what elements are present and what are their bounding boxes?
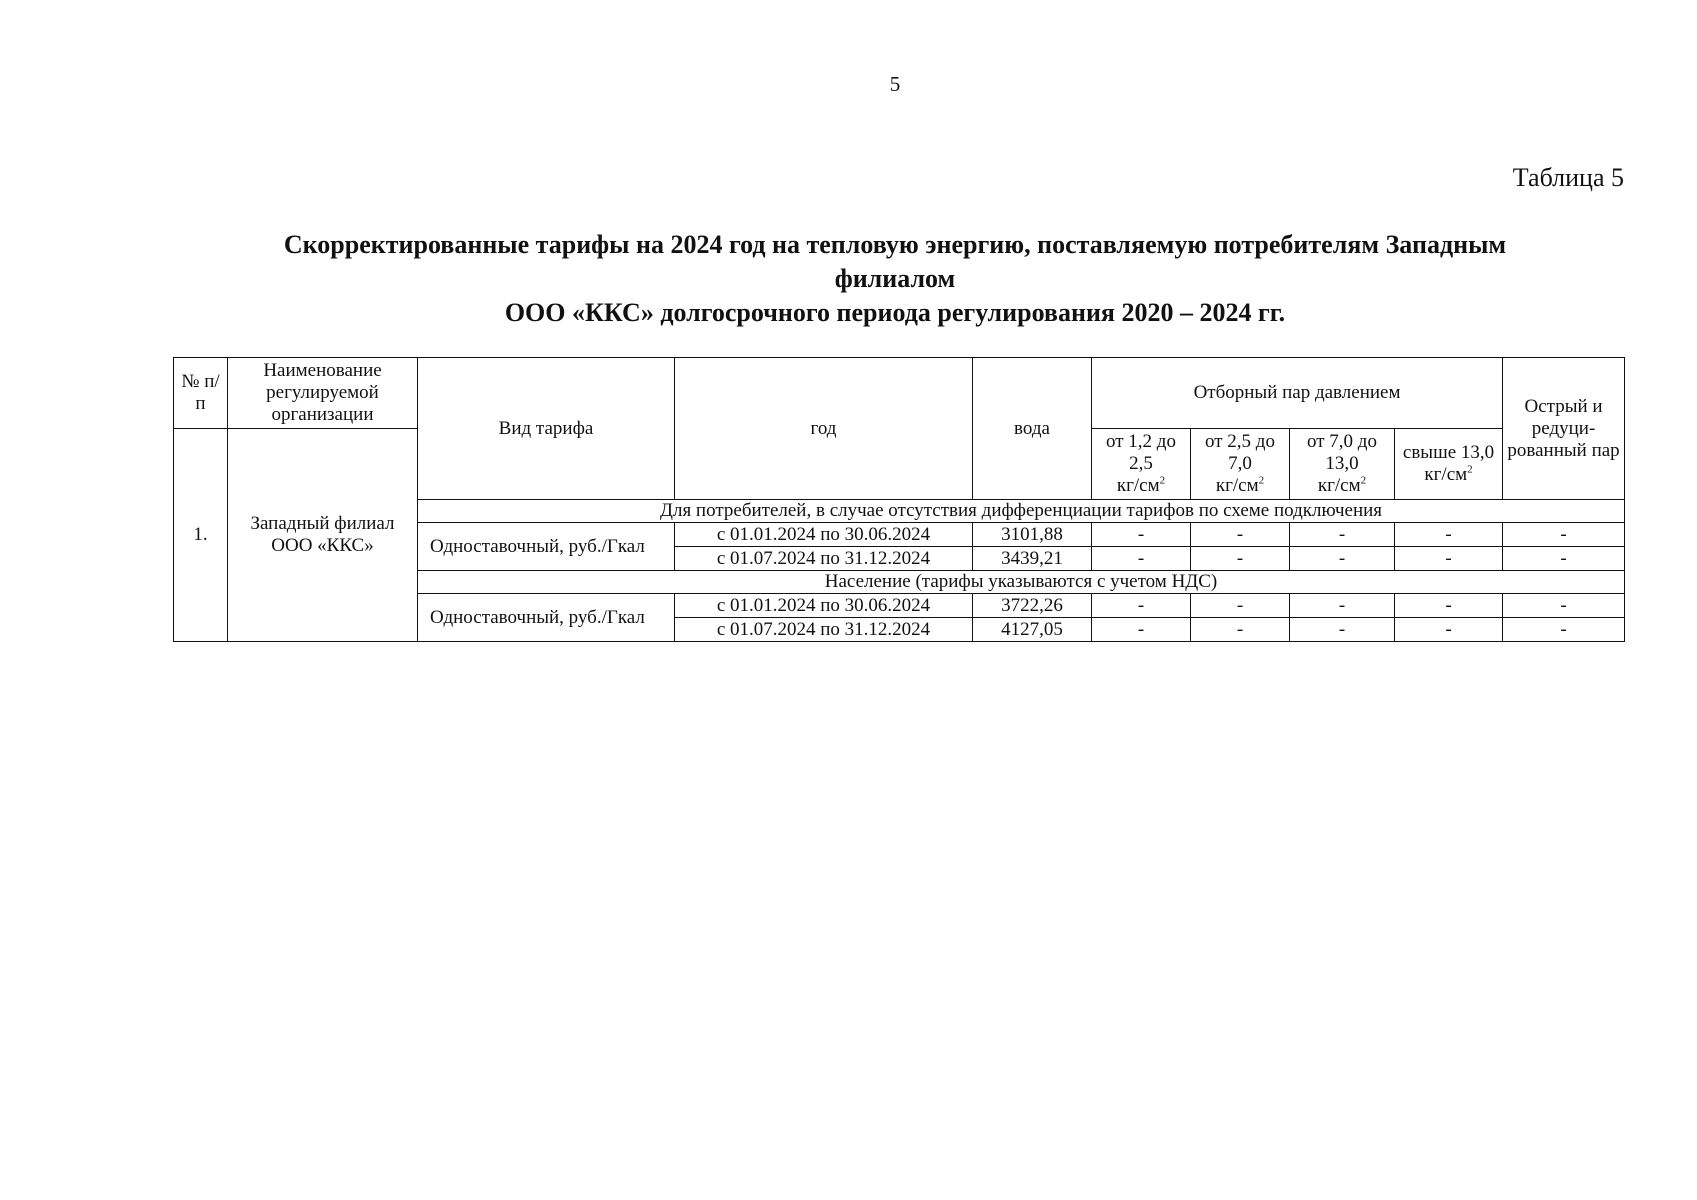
header-steam-3 [1290,429,1395,500]
steam-1-range: от 1,2 до 2,5 [1106,431,1176,474]
water-cell: 3101,88 [973,523,1092,547]
steam-2-cell: - [1191,547,1290,571]
header-steam-group: Отборный пар давлением [1092,358,1503,429]
header-steam-1 [1092,429,1191,500]
header-sharp-steam: Острый и редуци-рованный пар [1503,358,1625,500]
steam-1-cell: - [1092,547,1191,571]
tariff-type-cell: Одноставочный, руб./Гкал [418,523,675,571]
steam-1-unit-sup: 2 [1159,474,1166,487]
steam-1-cell: - [1092,523,1191,547]
steam-4-cell: - [1395,594,1503,618]
steam-2-unit: кг/см [1215,475,1259,496]
header-water: вода [973,358,1092,500]
sharp-steam-cell: - [1503,594,1625,618]
steam-4-cell: - [1395,547,1503,571]
steam-2-unit-sup: 2 [1258,474,1265,487]
title-line-2: филиалом [834,264,956,293]
tariff-table [173,357,1625,642]
water-cell: 4127,05 [973,618,1092,642]
sharp-steam-cell: - [1503,547,1625,571]
period-cell: с 01.01.2024 по 30.06.2024 [675,594,973,618]
header-steam-4 [1395,429,1503,500]
tariff-type-cell: Одноставочный, руб./Гкал [418,594,675,642]
header-row-top [174,358,1625,429]
steam-3-cell: - [1290,594,1395,618]
header-tariff-type: Вид тарифа [418,358,675,500]
steam-2-cell: - [1191,523,1290,547]
steam-3-cell: - [1290,618,1395,642]
steam-2-cell: - [1191,594,1290,618]
water-cell: 3439,21 [973,547,1092,571]
steam-1-unit: кг/см [1116,475,1160,496]
period-cell: с 01.07.2024 по 31.12.2024 [675,618,973,642]
steam-4-range: свыше 13,0 [1402,442,1495,463]
steam-2-range: от 2,5 до 7,0 [1205,431,1275,474]
steam-3-cell: - [1290,523,1395,547]
steam-1-cell: - [1092,618,1191,642]
steam-3-unit: кг/см [1317,475,1361,496]
steam-3-cell: - [1290,547,1395,571]
document-title [200,228,1590,330]
steam-1-cell: - [1092,594,1191,618]
row-number: 1. [174,429,228,642]
steam-4-cell: - [1395,618,1503,642]
title-line-3: ООО «ККС» долгосрочного периода регулирования 2020 – 2024 гг. [504,298,1286,327]
header-num: № п/п [174,358,228,429]
header-year: год [675,358,973,500]
period-cell: с 01.07.2024 по 31.12.2024 [675,547,973,571]
period-cell: с 01.01.2024 по 30.06.2024 [675,523,973,547]
sharp-steam-cell: - [1503,523,1625,547]
table-caption: Таблица 5 [1512,163,1624,192]
steam-4-cell: - [1395,523,1503,547]
steam-4-unit: кг/см [1424,464,1468,485]
steam-4-unit-sup: 2 [1467,463,1473,476]
steam-2-cell: - [1191,618,1290,642]
org-name: Западный филиал ООО «ККС» [228,429,418,642]
page-number: 5 [889,72,901,96]
group-title: Население (тарифы указываются с учетом НДС) [418,571,1625,594]
sharp-steam-cell: - [1503,618,1625,642]
title-line-1: Скорректированные тарифы на 2024 год на тепловую энергию, поставляемую потребителям Западным [283,230,1507,259]
header-steam-2 [1191,429,1290,500]
group-title: Для потребителей, в случае отсутствия дифференциации тарифов по схеме подключения [418,500,1625,523]
water-cell: 3722,26 [973,594,1092,618]
steam-3-unit-sup: 2 [1360,474,1367,487]
steam-3-range: от 7,0 до 13,0 [1307,431,1377,474]
header-org: Наименование регулируемой организации [228,358,418,429]
